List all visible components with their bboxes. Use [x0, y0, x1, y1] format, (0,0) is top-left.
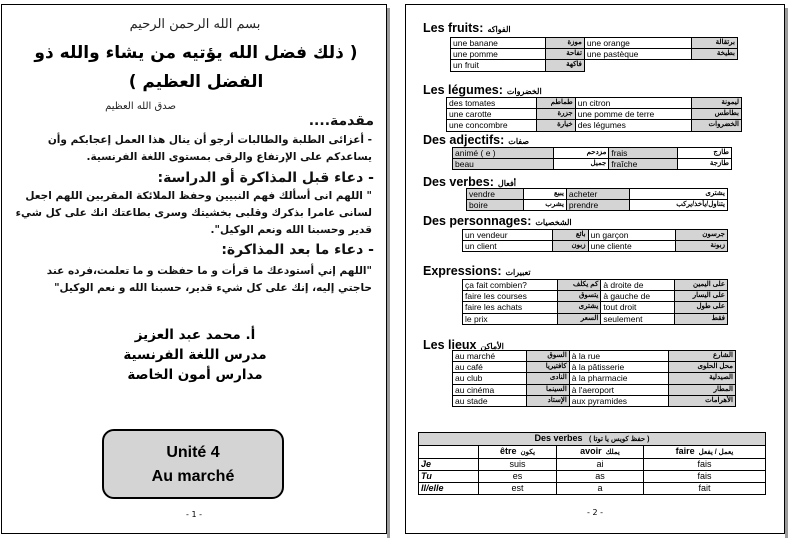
- vocab-arabic: بطيخة: [691, 49, 737, 60]
- vocab-row: [451, 38, 738, 49]
- vocab-french: faire les courses: [463, 291, 558, 302]
- vocab-arabic: يبيع: [523, 189, 566, 200]
- conjugation-table: [418, 432, 766, 495]
- section-title-ar: أفعال: [497, 179, 517, 188]
- vocab-french: prendre: [566, 200, 629, 211]
- conjugation-title-row: [419, 433, 766, 446]
- vocab-french: à l'aeroport: [569, 384, 669, 395]
- vocab-row: [447, 98, 742, 109]
- vocab-arabic: السوق: [527, 351, 570, 362]
- conjugated-form: est: [479, 483, 557, 495]
- conjugated-form: as: [556, 471, 643, 483]
- verb-fr: faire: [675, 446, 695, 456]
- dua-after-heading: - دعاء ما بعد المذاكرة:: [221, 242, 374, 258]
- conjugation-header-row: [419, 446, 766, 459]
- conjugation-title: [419, 433, 766, 446]
- vocab-french: aux pyramides: [569, 395, 669, 406]
- vocab-row: [453, 159, 732, 170]
- vocab-arabic: على طول: [675, 302, 728, 313]
- vocab-arabic: مزدحم: [554, 148, 609, 159]
- dua-before-text: " اللهم انى أسألك فهم النبيين وحفظ الملائكة المقربين اللهم اجعل لسانى عامرا بذكرك وقلبى بخشيتك وسرى بطاعتك انك على كل شيء قدير وحسبنا الله ونعم الوكيل".: [15, 190, 372, 236]
- section-title-ar: الشخصيات: [535, 218, 572, 227]
- vocab-row: [451, 60, 738, 71]
- vocab-arabic: على اليسار: [675, 291, 728, 302]
- section-title-fr: Les fruits:: [423, 21, 484, 35]
- page-2: [405, 4, 785, 534]
- vocab-french: frais: [609, 148, 678, 159]
- vocab-french: à la pâtisserie: [569, 362, 669, 373]
- vocab-arabic: يشترى: [629, 189, 727, 200]
- section-title-ar: الأماكن: [480, 342, 504, 351]
- teacher-name: أ. محمد عبد العزيز: [134, 327, 256, 343]
- page-number: - 1 -: [186, 510, 202, 519]
- conjugated-form: a: [556, 483, 643, 495]
- vocab-french: fraîche: [609, 159, 678, 170]
- conjugated-form: es: [479, 471, 557, 483]
- vocab-arabic: زبون: [552, 241, 588, 252]
- vocab-row: [463, 230, 728, 241]
- conjugation-row: [419, 471, 766, 483]
- vocab-row: [453, 362, 736, 373]
- vocab-french: au stade: [453, 395, 527, 406]
- dua-after-text: "اللهم إني أستودعك ما قرأت و ما حفظت و ما تعلمت،فرده عند حاجتي إليه، إنك على كل شيء قدير، حسبنا الله و نعم الوكيل": [46, 265, 372, 294]
- vocab-arabic: فاكهة: [545, 60, 584, 71]
- pronoun: Tu: [419, 471, 479, 483]
- vocab-arabic: زبونة: [675, 241, 727, 252]
- vocab-row: [447, 109, 742, 120]
- vocab-arabic: جزرة: [537, 109, 575, 120]
- vocab-french: animé ( e ): [453, 148, 554, 159]
- vocab-french: un garçon: [588, 230, 675, 241]
- vocab-french: un vendeur: [463, 230, 553, 241]
- vocab-french: seulement: [601, 313, 675, 324]
- vocab-row: [467, 189, 728, 200]
- vocab-arabic: يتناول/يأخذ/يركب: [629, 200, 727, 211]
- vocab-arabic: طازجة: [678, 159, 732, 170]
- pronoun: Je: [419, 459, 479, 471]
- verse-line-1: ( ذلك فضل الله يؤتيه من يشاء والله ذو: [34, 43, 358, 63]
- verb-header-etre: [479, 446, 557, 459]
- vocab-french: à droite de: [601, 280, 675, 291]
- vocab-arabic: بطاطس: [691, 109, 741, 120]
- vocab-french: à la pharmacie: [569, 373, 669, 384]
- vocab-french: une pomme: [451, 49, 546, 60]
- vocab-french: beau: [453, 159, 554, 170]
- vocab-row: [463, 302, 728, 313]
- vocab-row: [467, 200, 728, 211]
- vocab-row: [453, 373, 736, 384]
- vocab-french: un citron: [575, 98, 691, 109]
- section-title-fr: Expressions:: [423, 264, 502, 278]
- vocab-arabic: طازج: [678, 148, 732, 159]
- vocab-french: un client: [463, 241, 553, 252]
- vocab-row: [453, 395, 736, 406]
- vocab-arabic: الأهرامات: [669, 395, 736, 406]
- vocab-arabic: المطار: [669, 384, 736, 395]
- dua-before-heading: - دعاء قبل المذاكرة أو الدراسة:: [157, 170, 374, 186]
- section-title-fruits: [423, 21, 511, 35]
- vocab-arabic: طماطم: [537, 98, 575, 109]
- vocab-arabic: ليمونة: [691, 98, 741, 109]
- vocab-row: [453, 148, 732, 159]
- vocab-arabic: يشترى: [558, 302, 601, 313]
- page-1: [1, 4, 387, 534]
- vocab-french: vendre: [467, 189, 524, 200]
- vocab-french: une orange: [584, 38, 691, 49]
- section-title-fr: Les lieux: [423, 338, 477, 352]
- vocab-table-personnages: [462, 229, 728, 252]
- vocab-french: une pomme de terre: [575, 109, 691, 120]
- vocab-row: [453, 351, 736, 362]
- vocab-french: au marché: [453, 351, 527, 362]
- vocab-row: [463, 291, 728, 302]
- vocab-arabic: خيارة: [537, 120, 575, 131]
- vocab-table-expressions: [462, 279, 728, 325]
- vocab-french: à la rue: [569, 351, 669, 362]
- bismillah: بسم الله الرحمن الرحيم: [129, 17, 261, 32]
- vocab-row: [451, 49, 738, 60]
- page-number: - 2 -: [587, 508, 603, 517]
- verb-fr: être: [499, 446, 517, 456]
- vocab-arabic: الشارع: [669, 351, 736, 362]
- vocab-french: une pastèque: [584, 49, 691, 60]
- vocab-arabic: الإستاد: [527, 395, 570, 406]
- vocab-table-fruits: [450, 37, 738, 72]
- vocab-arabic: النادى: [527, 373, 570, 384]
- section-title-personnages: [423, 214, 572, 228]
- pronoun: Il/elle: [419, 483, 479, 495]
- conjugated-form: suis: [479, 459, 557, 471]
- section-title-fr: Des adjectifs:: [423, 133, 505, 147]
- vocab-table-verbes: [466, 188, 728, 211]
- vocab-french: tout droit: [601, 302, 675, 313]
- section-title-expressions: [423, 264, 531, 278]
- vocab-table-legumes: [446, 97, 742, 132]
- unit-number: Unité 4: [166, 444, 220, 461]
- conjugated-form: fais: [644, 459, 766, 471]
- sadaq-line: صدق الله العظيم: [105, 101, 176, 112]
- verb-header-avoir: [556, 446, 643, 459]
- vocab-french: boire: [467, 200, 524, 211]
- section-title-adjectifs: [423, 133, 529, 147]
- vocab-row: [463, 280, 728, 291]
- verse-line-2: الفضل العظيم ): [128, 72, 264, 92]
- vocab-french: le prix: [463, 313, 558, 324]
- vocab-arabic: السينما: [527, 384, 570, 395]
- vocab-table-adjectifs: [452, 147, 732, 170]
- vocab-french: une concombre: [447, 120, 537, 131]
- vocab-french: [584, 60, 691, 71]
- conjugated-form: fait: [644, 483, 766, 495]
- vocab-french: un fruit: [451, 60, 546, 71]
- conjugation-row: [419, 483, 766, 495]
- conjugated-form: fais: [644, 471, 766, 483]
- intro-heading: مقدمة....: [308, 113, 374, 129]
- vocab-arabic: على اليمين: [675, 280, 728, 291]
- vocab-arabic: محل الحلوى: [669, 362, 736, 373]
- intro-text: - أعزائى الطلبة والطالبات أرجو أن ينال هذا العمل إعجابكم وأن يساعدكم على الإرتفاع والرقى بمستوى اللغة الفرنسية.: [47, 134, 372, 163]
- vocab-arabic: جميل: [554, 159, 609, 170]
- vocab-arabic: [691, 60, 737, 71]
- vocab-row: [453, 384, 736, 395]
- conjugation-row: [419, 459, 766, 471]
- section-title-legumes: [423, 83, 542, 97]
- vocab-french: au café: [453, 362, 527, 373]
- vocab-arabic: الصيدلية: [669, 373, 736, 384]
- vocab-french: des tomates: [447, 98, 537, 109]
- school-name: مدارس أمون الخاصة: [127, 367, 263, 383]
- vocab-french: des légumes: [575, 120, 691, 131]
- vocab-french: faire les achats: [463, 302, 558, 313]
- page1-shadow: [387, 8, 390, 538]
- vocab-row: [463, 313, 728, 324]
- vocab-french: acheter: [566, 189, 629, 200]
- vocab-arabic: جرسون: [675, 230, 727, 241]
- unit-name: Au marché: [151, 468, 235, 485]
- vocab-arabic: الخضروات: [691, 120, 741, 131]
- conjugation-title-ar: ( حفظ كويس يا توتا ): [589, 436, 650, 443]
- section-title-ar: صفات: [508, 137, 530, 146]
- section-title-ar: تعبيرات: [505, 268, 531, 277]
- vocab-arabic: يتسوق: [558, 291, 601, 302]
- vocab-row: [463, 241, 728, 252]
- vocab-french: une carotte: [447, 109, 537, 120]
- verb-ar: يكون: [520, 449, 536, 456]
- vocab-french: à gauche de: [601, 291, 675, 302]
- vocab-arabic: فقط: [675, 313, 728, 324]
- verb-ar: يملك: [605, 449, 620, 456]
- vocab-table-lieux: [452, 350, 736, 407]
- quran-verse: [16, 39, 376, 97]
- vocab-arabic: موزة: [545, 38, 584, 49]
- vocab-arabic: السعر: [558, 313, 601, 324]
- section-title-fr: Les légumes:: [423, 83, 503, 97]
- teacher-role: مدرس اللغة الفرنسية: [123, 347, 267, 363]
- vocab-french: ça fait combien?: [463, 280, 558, 291]
- vocab-arabic: كافتيريا: [527, 362, 570, 373]
- pronoun-header: [419, 446, 479, 459]
- vocab-arabic: يشرب: [523, 200, 566, 211]
- section-title-fr: Des personnages:: [423, 214, 532, 228]
- vocab-french: une cliente: [588, 241, 675, 252]
- vocab-french: au cinéma: [453, 384, 527, 395]
- section-title-ar: الخضروات: [506, 87, 542, 96]
- conjugated-form: ai: [556, 459, 643, 471]
- vocab-arabic: تفاحة: [545, 49, 584, 60]
- conjugation-title-fr: Des verbes: [534, 433, 583, 443]
- unit-title-box: [102, 429, 284, 499]
- verb-header-faire: [644, 446, 766, 459]
- section-title-ar: الفواكه: [487, 25, 511, 34]
- vocab-arabic: برتقالة: [691, 38, 737, 49]
- section-title-verbes: [423, 175, 516, 189]
- vocab-arabic: كم يكلف: [558, 280, 601, 291]
- vocab-french: une banane: [451, 38, 546, 49]
- section-title-fr: Des verbes:: [423, 175, 494, 189]
- vocab-row: [447, 120, 742, 131]
- verb-ar: يعمل / يفعل: [698, 449, 734, 456]
- vocab-arabic: بائع: [552, 230, 588, 241]
- verb-fr: avoir: [580, 446, 602, 456]
- vocab-french: au club: [453, 373, 527, 384]
